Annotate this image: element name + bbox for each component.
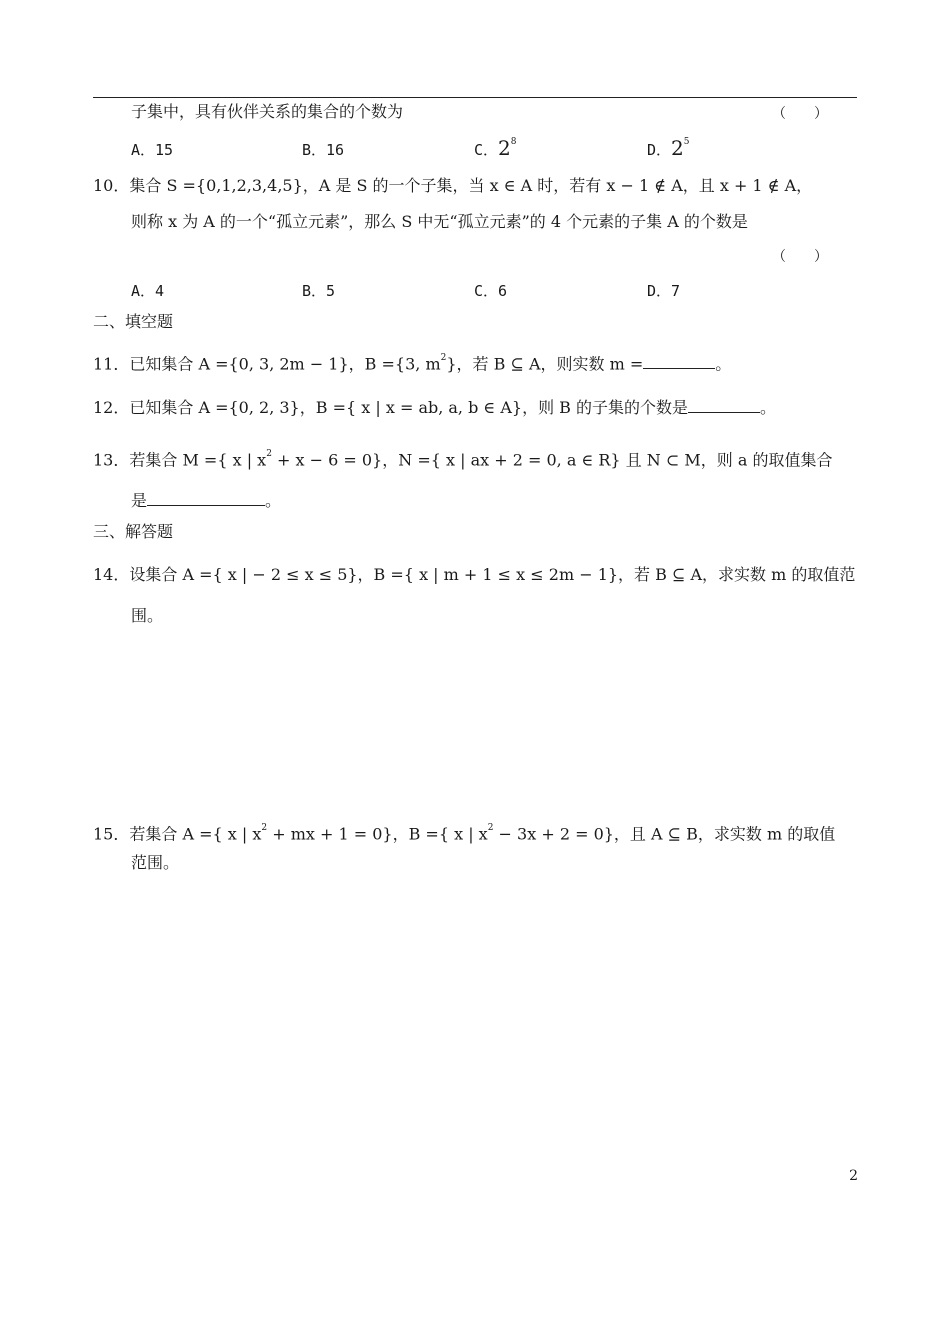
q10-line2: 则称 x 为 A 的一个“孤立元素”，那么 S 中无“孤立元素”的 4 个元素的子集 A 的个数是 (131, 212, 748, 231)
q15-line2: 范围。 (131, 853, 180, 872)
q14-line1: 14．设集合 A ={ x | − 2 ≤ x ≤ 5}，B ={ x | m + 1 ≤ x ≤ 2m − 1}，若 B ⊆ A，求实数 m 的取值范 (93, 565, 856, 584)
q12-text: 12．已知集合 A ={0, 2, 3}，B ={ x | x = ab, a, b ∈ A}，则 B 的子集的个数是 。 (93, 398, 777, 417)
q9-option-b: B．16 (302, 141, 345, 159)
q14-line2: 围。 (131, 606, 164, 625)
q10-option-b: B．5 (302, 282, 336, 300)
q9-option-d: D．$2^5$ (647, 136, 690, 160)
q9-answer-paren: （ ） (772, 106, 828, 122)
q9-option-c: C．$2^8$ (474, 136, 517, 160)
q15-line1: 15．若集合 A ={ x | $x^2$ + mx + 1 = 0}，B ={ x | $x^2 - 3x + 2 = 0$}，且 A ⊆ B，求实数 m 的取值 (93, 823, 836, 844)
q13-line2: 是 。 (131, 491, 282, 510)
q10-line1: 10．集合 S ={0,1,2,3,4,5}，A 是 S 的一个子集，当 x ∈ A 时，若有 x − 1 ∉ A，且 x + 1 ∉ A， (93, 176, 813, 195)
q11-answer-blank[interactable] (643, 352, 715, 369)
q12-answer-blank[interactable] (688, 396, 760, 413)
q10-answer-paren: （ ） (772, 249, 828, 265)
page-number: 2 (849, 1168, 858, 1184)
header-rule (93, 97, 857, 98)
section-heading-fill-in: 二、填空题 (93, 312, 174, 331)
q9-tail-text: 子集中，具有伙伴关系的集合的个数为 (131, 102, 404, 121)
section-heading-solve: 三、解答题 (93, 522, 174, 541)
q13-line1: 13．若集合 M ={ x | $x^2 + x - 6 = 0$}，N ={ x | ax + 2 = 0, a ∈ R} 且 N ⊂ M，则 a 的取值集合 (93, 449, 833, 470)
q10-option-d: D．7 (647, 282, 681, 300)
q9-option-a: A．15 (131, 141, 174, 159)
q13-answer-blank[interactable] (147, 489, 265, 506)
q10-option-c: C．6 (474, 282, 508, 300)
q10-option-a: A．4 (131, 282, 165, 300)
q11-text: 11．已知集合 A ={0, 3, 2m − 1}，B ={3, $m^2$}，若 B ⊆ A，则实数 m = 。 (93, 353, 732, 374)
